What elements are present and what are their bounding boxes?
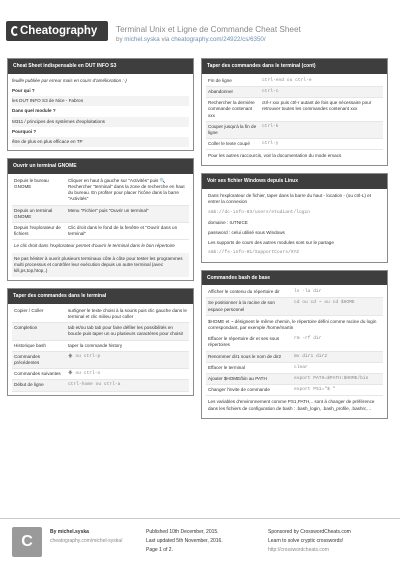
section-taper [7,288,194,395]
answer: les DUT INFO S3 de Nice - Fabron [12,96,189,106]
answer: être de plus en plus efficace en TP [12,137,189,147]
table-row: Effacer le répertoire dir et ses sous répertoires rm -rf dir [206,334,383,351]
table-row: Depuis l'explorateur de fichiers Clic droit dans le fond de la fenêtre et "Ouvrir dans un terminal" [12,222,189,239]
bash-table [206,287,383,316]
logo-text: Cheatography [20,25,98,37]
page-header [0,0,400,56]
logo-c-icon [11,26,19,36]
footer-author: By michel.syska cheatography.com/michel-syska/ [50,529,123,544]
table-row: Depuis un terminal GNOME Menu "Fichier" puis "Ouvrir un terminal" [12,205,189,222]
section-title: Ouvrir un terminal GNOME [8,159,193,174]
question: Dans quel module ? [12,108,56,114]
section-gnome [7,158,194,281]
cheatography-logo[interactable] [6,21,108,41]
table-row: Se positionner à la racine de son espace personnel cd ou cd ~ ou cd $HOME [206,298,383,315]
intro-text: feuille publiée par erreur mais en cours d'amélioration :-) [12,77,127,83]
right-column [201,58,388,426]
author-profile-link[interactable]: cheatography.com/michel-syska/ [50,537,123,544]
section-title: Taper des commandes dans le terminal [8,289,193,304]
table-row: Coller le texte coupé ctrl-y [206,139,383,150]
smb-path[interactable]: smb://fs-info-01/SupportCours/XYZ [208,250,299,256]
table-row: Couper jusqu'à la fin de ligne ctrl-k [206,121,383,138]
page-footer [0,518,400,566]
taper-cont-table [206,76,383,151]
table-row: Changer l'invite de commande export PS1="$ " [206,385,383,396]
table-row: Historique bash taper la commande history [12,340,189,351]
table-row: Effacer le terminal clear [206,362,383,373]
note: Pour les autres raccourcis, voir la documentation du mode emacs [208,153,342,159]
section-bash [201,270,388,419]
section-title: Cheat Sheet indispensable en DUT INFO S3 [8,59,193,74]
section-windows [201,173,388,262]
table-row: Fin de ligne ctrl-end ou ctrl-e [206,76,383,87]
question: Pour qui ? [12,87,35,93]
paragraph: password : celui utilisé sous Windows [208,229,285,235]
paragraph: Les supports de cours des autres modules sont sur le partage [208,240,334,246]
section-title: Voir ses fichier Windows depuis Linux [202,174,387,189]
table-row: Completion tab et/ou tab tab pour faire défiler les possibilités en boucle puis taper un ou plusieurs caractères pour choisir [12,323,189,340]
section-title: Commandes bash de base [202,271,387,286]
answer: M311 / principes des systèmes d'exploitations [12,117,189,127]
footer-sponsor: Sponsored by CrosswordCheats.com Learn to solve cryptic crosswords! http://crosswordcheats.com [268,529,351,553]
table-row: Copier / Coller surligner le texte choisi à la souris puis clic gauche dans le terminal et clic milieu pour coller [12,306,189,323]
avatar: C [12,527,42,557]
table-row: Abandonner ctrl-c [206,86,383,97]
paragraph: Dans l'explorateur de fichier, taper dans la barre du haut - location - (ou ctrl-L) et entrer la connexion [208,193,372,205]
sheet-url-link[interactable]: cheatography.com/24922/cs/6350/ [171,36,266,43]
byline: by michel.syska via cheatography.com/24922/cs/6350/ [116,36,266,43]
author-link[interactable]: michel.syska [124,36,160,43]
table-row: Afficher le contenu du répertoire dir ls -la dir [206,287,383,298]
paragraph: domaine : IUTNICE [208,219,248,225]
section-title: Taper des commandes dans le terminal (cont) [202,59,387,74]
table-row: Début de ligne ctrl-home ou ctrl-a [12,380,189,391]
table-row: Depuis le bureau GNOME Cliquer en haut à gauche sur "Activités" puis 🔍 Rechercher "terminal" dans la zone de recherche en haut du bureau. En profiter pour placer l'icône dans la barre "Activités" [12,176,189,205]
taper-table [12,306,189,392]
page-title: Terminal Unix et Ligne de Commande Cheat Sheet [116,25,301,34]
table-row: Ajouter $HOME/bin au PATH export PATH=$PATH:$HOME/bin [206,373,383,384]
footer-dates: Published 10th December, 2015. Last updated 5th November, 2016. Page 1 of 2. [146,529,223,553]
section-sheet-info [7,58,194,151]
sponsor-link[interactable]: http://crosswordcheats.com [268,546,329,553]
table-row: Renommer dir1 sous le nom de dir2 mv dir1 dir2 [206,351,383,362]
smb-path[interactable]: smb://dc-info-03/users/etudiant/login [208,209,310,215]
note: Le clic droit dans l'explorateur permet d'ouvrir le terminal dans le bon répertoire [14,243,175,249]
section-taper-cont [201,58,388,166]
question: Pourquoi ? [12,128,37,134]
left-column [7,58,194,403]
note: Ne pas hésiter à ouvrir plusieurs terminaux côte à côte pour tester les programmes multi processus et contrôler leur exécution depuis un autre terminal (avec kill,ps,top,htop,.) [12,253,189,278]
table-row: Commandes précédentes 🡅 ou ctrl-p [12,351,189,368]
table-row: Rechercher la dernière commande contenant xxx ctrl-r xxx puis ctrl-r autant de fois que nécessaire pour retrouver toutes les commandes contenant xxx [206,98,383,122]
bash-table-2 [206,334,383,396]
note: Les variables d'environnement comme PS1,PATH,.. sont à changer de préférence dans les fichiers de configuration de bash : .bash_login, .bash_profile, .bashrc, .. [208,399,375,411]
note: $HOME et ~ désignent le même chemin, le répertoire défini comme racine du login correspondant, par exemple /home/martin [208,318,377,330]
table-row: Commandes suivantes 🡇 ou ctrl-n [12,369,189,380]
gnome-table [12,176,189,241]
